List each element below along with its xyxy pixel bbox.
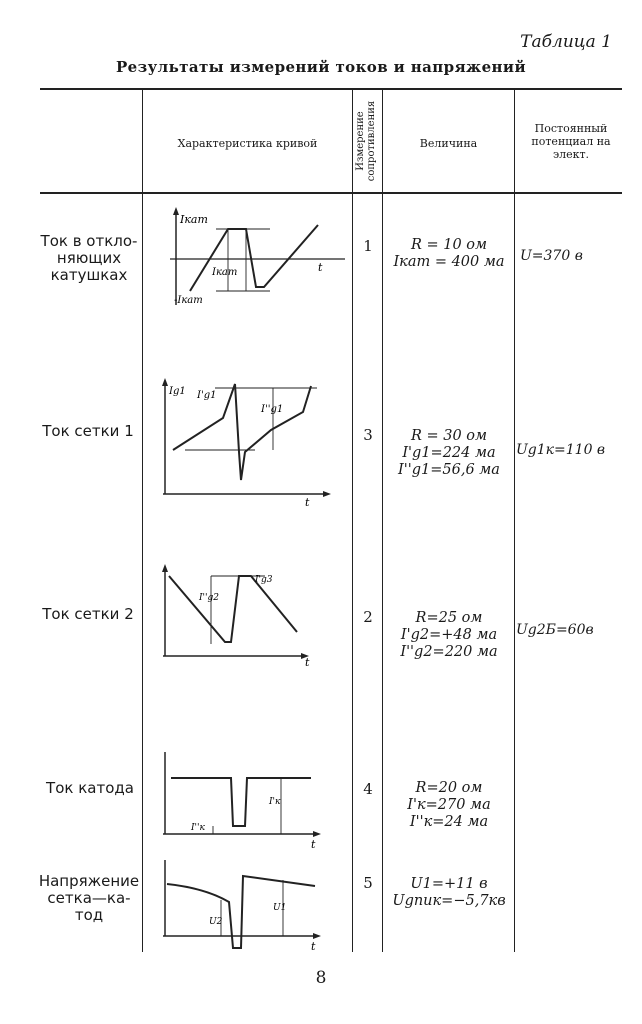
header-measurement-cell: [353, 92, 382, 190]
value-line: I''g1=56,6 ма: [398, 462, 500, 478]
axis-label-b: I''g1: [261, 404, 284, 415]
row-potential: U=370 в: [520, 248, 583, 264]
row-potential: Ug1к=110 в: [516, 442, 606, 458]
header-rule: [40, 192, 622, 194]
value-line: Ugпик=−5,7кв: [392, 893, 506, 909]
header-potential: Постоянный потенциал на элект.: [531, 122, 611, 161]
row-label-grid-cathode-voltage: Напряжение сетка—ка- тод: [38, 872, 140, 924]
row-number: 3: [363, 426, 373, 444]
value-line: R = 30 ом: [410, 428, 488, 444]
row-label-cathode-current: Ток катода: [46, 779, 134, 797]
curve-deflection-current: [160, 195, 350, 320]
row-potential: Ug2Б=60в: [516, 622, 594, 638]
col-line-2: [352, 88, 353, 952]
axis-label-b: U1: [273, 903, 287, 913]
page-title: Результаты измерений токов и напряжений: [116, 58, 526, 76]
value-line: I'к=270 ма: [407, 797, 491, 813]
axis-label-neg: -Iкат: [174, 295, 203, 306]
row-number: 1: [363, 237, 373, 255]
row-values: [384, 610, 514, 661]
value-line: I''g2=220 ма: [400, 644, 498, 660]
curve-grid-cathode-voltage: [155, 852, 345, 952]
col-line-4: [514, 88, 515, 952]
row-values: [384, 428, 514, 479]
row-values: [384, 876, 514, 910]
axis-label-y: Iкат: [180, 213, 208, 226]
axis-label-a: U2: [209, 917, 223, 927]
curve-grid1-current: [155, 372, 345, 507]
col-line-1: [142, 88, 143, 952]
value-line: R=20 ом: [415, 780, 483, 796]
row-values: [384, 237, 514, 271]
axis-label-t: t: [318, 261, 323, 274]
axis-label-a: I'к: [269, 797, 281, 807]
axis-label-t: t: [305, 496, 310, 507]
value-line: I'g1=224 ма: [402, 445, 496, 461]
header-measurement: Измерение сопротивления: [355, 100, 377, 182]
value-line: R = 10 ом: [410, 237, 488, 253]
page-number: 8: [315, 968, 327, 988]
row-number: 4: [363, 780, 373, 798]
row-number: 5: [363, 874, 373, 892]
axis-label-y: Ig1: [169, 386, 186, 397]
row-label-deflection-coils: Ток в откло- няющих катушках: [40, 232, 138, 284]
axis-label-t: t: [311, 838, 316, 850]
row-number: 2: [363, 608, 373, 626]
curve-cathode-current: [155, 740, 345, 850]
axis-label-t: t: [305, 656, 310, 669]
row-label-grid2-current: Ток сетки 2: [42, 605, 134, 623]
value-line: Iкат = 400 ма: [393, 254, 505, 270]
top-rule: [40, 88, 622, 90]
header-value: Величина: [419, 137, 478, 150]
axis-label-a: I'g1: [197, 390, 217, 401]
axis-label-a: I''g2: [199, 593, 219, 603]
value-line: I''к=24 ма: [409, 814, 489, 830]
axis-label-mid: Iкат: [212, 267, 238, 278]
value-line: I'g2=+48 ма: [400, 627, 498, 643]
table-label: Таблица 1: [520, 32, 612, 52]
axis-label-t: t: [311, 940, 316, 952]
row-values: [384, 780, 514, 831]
value-line: R=25 ом: [415, 610, 483, 626]
row-label-grid1-current: Ток сетки 1: [42, 422, 134, 440]
axis-label-b: I''к: [191, 823, 205, 833]
header-curve: Характеристика кривой: [177, 137, 318, 150]
axis-label-b: I'g3: [255, 575, 273, 585]
value-line: U1=+11 в: [410, 876, 488, 892]
curve-grid2-current: [155, 560, 345, 670]
